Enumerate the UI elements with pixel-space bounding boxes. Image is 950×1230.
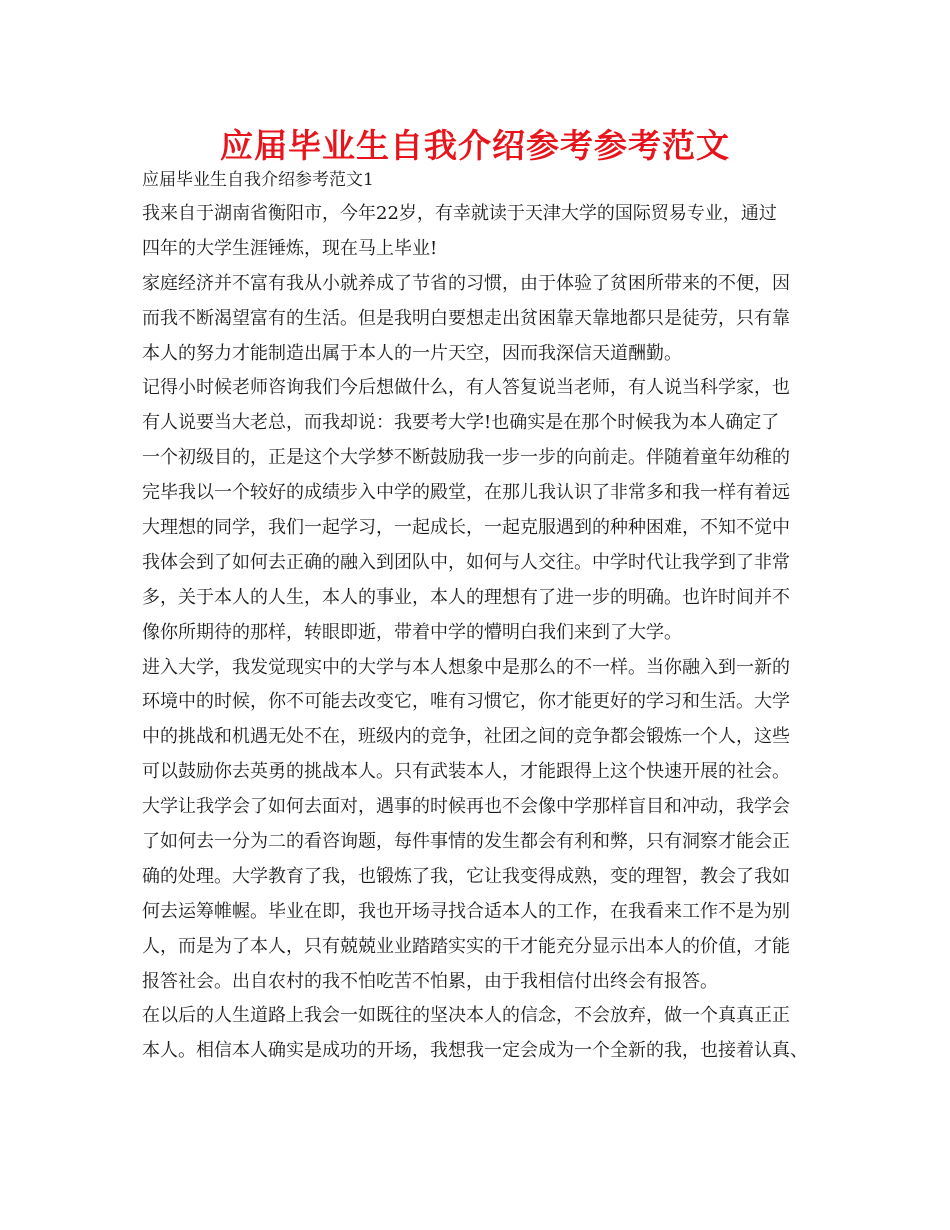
text-line: 了如何去一分为二的看咨询题，每件事情的发生都会有利和弊，只有洞察才能会正 (142, 831, 790, 853)
text-line: 完毕我以一个较好的成绩步入中学的殿堂，在那儿我认识了非常多和我一样有着远 (142, 482, 790, 504)
text-line: 报答社会。出自农村的我不怕吃苦不怕累，由于我相信付出终会有报答。 (142, 970, 718, 992)
document-title: 应届毕业生自我介绍参考参考范文 (220, 126, 730, 165)
text-line: 家庭经济并不富有我从小就养成了节省的习惯，由于体验了贫困所带来的不便，因 (142, 272, 790, 294)
text-line: 何去运筹帷幄。毕业在即，我也开场寻找合适本人的工作，在我看来工作不是为别 (142, 900, 790, 922)
text-line: 进入大学，我发觉现实中的大学与本人想象中是那么的不一样。当你融入到一新的 (142, 656, 790, 678)
text-line: 像你所期待的那样，转眼即逝，带着中学的懵明白我们来到了大学。 (142, 621, 682, 643)
text-line: 人，而是为了本人，只有兢兢业业踏踏实实的干才能充分显示出本人的价值，才能 (142, 935, 790, 957)
text-line: 我来自于湖南省衡阳市，今年22岁，有幸就读于天津大学的国际贸易专业，通过 (142, 203, 777, 224)
text-line: 确的处理。大学教育了我，也锻炼了我，它让我变得成熟，变的理智，教会了我如 (142, 865, 790, 887)
text-line: 我体会到了如何去正确的融入到团队中，如何与人交往。中学时代让我学到了非常 (142, 551, 790, 573)
text-line: 有人说要当大老总，而我却说：我要考大学!也确实是在那个时候我为本人确定了 (142, 412, 780, 434)
document-body (142, 164, 818, 1069)
text-line: 而我不断渴望富有的生活。但是我明白要想走出贫困靠天靠地都只是徒劳，只有靠 (142, 307, 790, 329)
text-line: 环境中的时候，你不可能去改变它，唯有习惯它，你才能更好的学习和生活。大学 (142, 691, 790, 713)
text-line: 多，关于本人的人生，本人的事业，本人的理想有了进一步的明确。也许时间并不 (142, 586, 790, 608)
text-line: 本人的努力才能制造出属于本人的一片天空，因而我深信天道酬勤。 (142, 342, 682, 364)
text-line: 可以鼓励你去英勇的挑战本人。只有武装本人，才能跟得上这个快速开展的社会。 (142, 761, 790, 783)
text-line: 本人。相信本人确实是成功的开场，我想我一定会成为一个全新的我，也接着认真、 (142, 1040, 808, 1062)
text-line: 大理想的同学，我们一起学习，一起成长，一起克服遇到的种种困难，不知不觉中 (142, 517, 790, 539)
text-line: 一个初级目的，正是这个大学梦不断鼓励我一步一步的向前走。伴随着童年幼稚的 (142, 447, 790, 469)
text-line: 大学让我学会了如何去面对，遇事的时候再也不会像中学那样盲目和冲动，我学会 (142, 796, 790, 818)
text-line: 中的挑战和机遇无处不在，班级内的竞争，社团之间的竞争都会锻炼一个人，这些 (142, 726, 790, 748)
text-line: 在以后的人生道路上我会一如既往的坚决本人的信念，不会放弃，做一个真真正正 (142, 1005, 790, 1027)
text-line: 四年的大学生涯锤炼，现在马上毕业! (142, 237, 438, 259)
text-line: 记得小时候老师咨询我们今后想做什么，有人答复说当老师，有人说当科学家，也 (142, 377, 790, 399)
document-subtitle: 应届毕业生自我介绍参考范文1 (142, 170, 374, 190)
